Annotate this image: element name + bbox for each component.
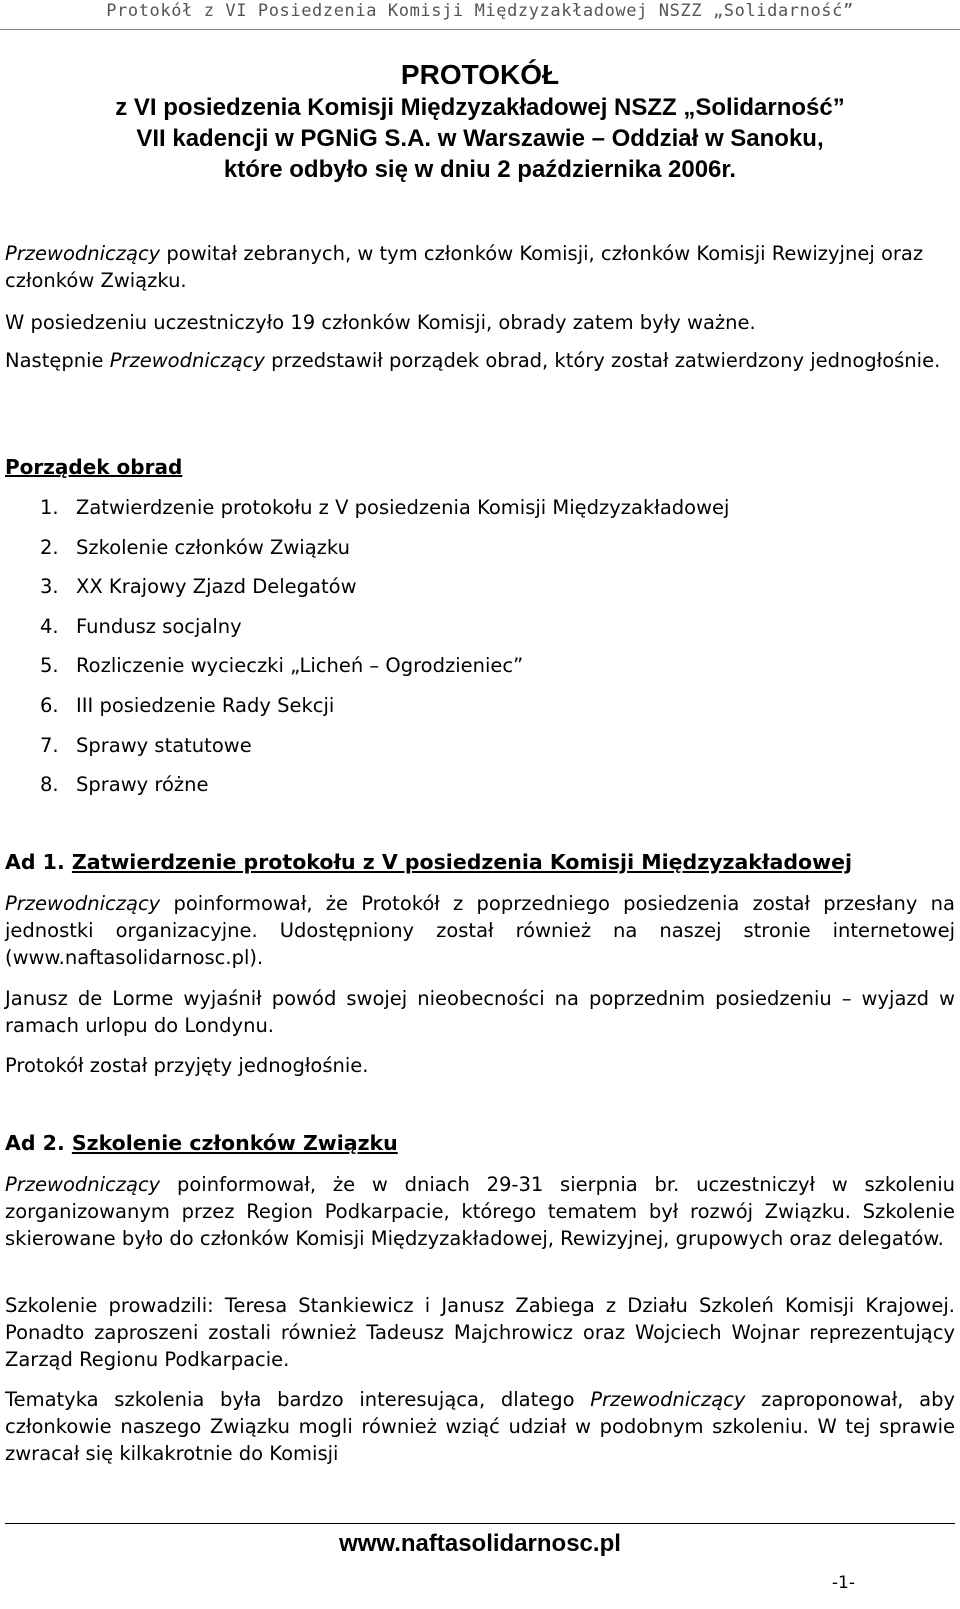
- intro-paragraph-1: [5, 240, 955, 294]
- agenda-item-number: 7.: [40, 733, 59, 757]
- footer-divider: [5, 1523, 955, 1524]
- ad2-paragraph-3: [5, 1386, 955, 1467]
- section-label: Ad 1.: [5, 850, 72, 874]
- agenda-item-number: 4.: [40, 614, 59, 638]
- ad2-paragraph-3-start: Tematyka szkolenia była bardzo interesująca, dlatego: [5, 1388, 591, 1411]
- agenda-item: [5, 613, 955, 653]
- ad1-paragraph-1: [5, 890, 955, 971]
- agenda-item-text: Sprawy różne: [76, 773, 209, 797]
- chairman-term: Przewodniczący: [5, 242, 161, 265]
- agenda-item-text: Zatwierdzenie protokołu z V posiedzenia Komisji Międzyzakładowej: [76, 496, 730, 519]
- agenda-item: [5, 732, 955, 772]
- document-title-block: [5, 58, 955, 185]
- ad2-paragraph-2: Szkolenie prowadzili: Teresa Stankiewicz i Janusz Zabiega z Działu Szkoleń Komisji Krajowej. Ponadto zaproszeni zostali również Tadeusz Majchrowicz oraz Wojciech Wojnar reprezentujący Zarząd Regionu Podkarpacie.: [5, 1294, 955, 1371]
- agenda-item-number: 6.: [40, 693, 59, 717]
- intro-paragraph-3: [5, 347, 955, 374]
- agenda-list: [5, 494, 955, 811]
- agenda-item-text: Rozliczenie wycieczki „Licheń – Ogrodzieniec”: [76, 654, 524, 678]
- ad1-paragraph-3: Protokół został przyjęty jednogłośnie.: [5, 1054, 369, 1077]
- intro-paragraph-2: W posiedzeniu uczestniczyło 19 członków Komisji, obrady zatem były ważne.: [5, 311, 756, 334]
- section-heading-ad1: [5, 849, 955, 876]
- agenda-item: [5, 692, 955, 732]
- agenda-item-number: 5.: [40, 654, 59, 678]
- agenda-item-text: Sprawy statutowe: [76, 733, 252, 757]
- ad2-paragraph-3-text: zaproponował, aby członkowie naszego Związku mogli również wziąć udział w podobnym szkoleniu. W tej sprawie zwracał się kilkakrotnie do Komisji: [5, 1388, 955, 1465]
- chairman-term: Przewodniczący: [5, 892, 161, 915]
- agenda-item-number: 8.: [40, 773, 59, 797]
- ad1-paragraph-1-text: poinformował, że Protokół z poprzedniego posiedzenia został przesłany na jednostki organizacyjne. Udostępniony został również na naszej stronie internetowej (www.naftasolidarnosc.pl).: [5, 892, 955, 969]
- running-header-text: Protokół z VI Posiedzenia Komisji Międzyzakładowej NSZZ „Solidarność”: [106, 1, 854, 21]
- agenda-item: [5, 534, 955, 574]
- chairman-term: Przewodniczący: [109, 349, 265, 372]
- footer-website-url: www.naftasolidarnosc.pl: [339, 1530, 621, 1557]
- intro-paragraph-3-start: Następnie: [5, 349, 110, 372]
- ad1-paragraph-2: Janusz de Lorme wyjaśnił powód swojej nieobecności na poprzednim posiedzeniu – wyjazd w ramach urlopu do Londynu.: [5, 987, 955, 1037]
- agenda-item: [5, 771, 955, 811]
- title-line-2: VII kadencji w PGNiG S.A. w Warszawie – Oddział w Sanoku,: [136, 125, 824, 152]
- document-title: PROTOKÓŁ: [400, 59, 560, 90]
- title-line-3: które odbyło się w dniu 2 października 2006r.: [223, 156, 737, 183]
- chairman-term: Przewodniczący: [590, 1388, 746, 1411]
- agenda-item-text: Szkolenie członków Związku: [76, 535, 350, 559]
- page-number: -1-: [831, 1573, 855, 1593]
- ad2-paragraph-1-text: poinformował, że w dniach 29-31 sierpnia br. uczestniczył w szkoleniu zorganizowanym przez Region Podkarpacie, którego tematem był rozwój Związku. Szkolenie skierowane było do członków Komisji Międzyzakładowej, Rewizyjnej, grupowych oraz delegatów.: [5, 1173, 955, 1250]
- intro-paragraph-3-text: przedstawił porządek obrad, który został zatwierdzony jednogłośnie.: [264, 349, 941, 372]
- section-heading-ad2: [5, 1130, 955, 1157]
- chairman-term: Przewodniczący: [5, 1173, 161, 1196]
- intro-paragraph-1-text: powitał zebranych, w tym członków Komisji, członków Komisji Rewizyjnej oraz członków Związku.: [5, 242, 924, 292]
- agenda-item-text: III posiedzenie Rady Sekcji: [76, 693, 335, 717]
- running-header: [0, 0, 960, 30]
- section-label: Ad 2.: [5, 1131, 72, 1155]
- agenda-item: [5, 573, 955, 613]
- agenda-item-text: Fundusz socjalny: [76, 614, 242, 638]
- agenda-item-number: 2.: [40, 535, 59, 559]
- section-title: Zatwierdzenie protokołu z V posiedzenia Komisji Międzyzakładowej: [71, 850, 852, 874]
- agenda-item: [5, 652, 955, 692]
- agenda-item-text: XX Krajowy Zjazd Delegatów: [76, 575, 357, 599]
- section-title: Szkolenie członków Związku: [71, 1131, 398, 1155]
- agenda-heading: Porządek obrad: [5, 455, 183, 479]
- agenda-item: [5, 494, 955, 534]
- agenda-item-number: 3.: [40, 575, 59, 599]
- agenda-item-number: 1.: [40, 496, 59, 519]
- ad2-paragraph-1: [5, 1171, 955, 1252]
- title-line-1: z VI posiedzenia Komisji Międzyzakładowej NSZZ „Solidarność”: [115, 94, 845, 121]
